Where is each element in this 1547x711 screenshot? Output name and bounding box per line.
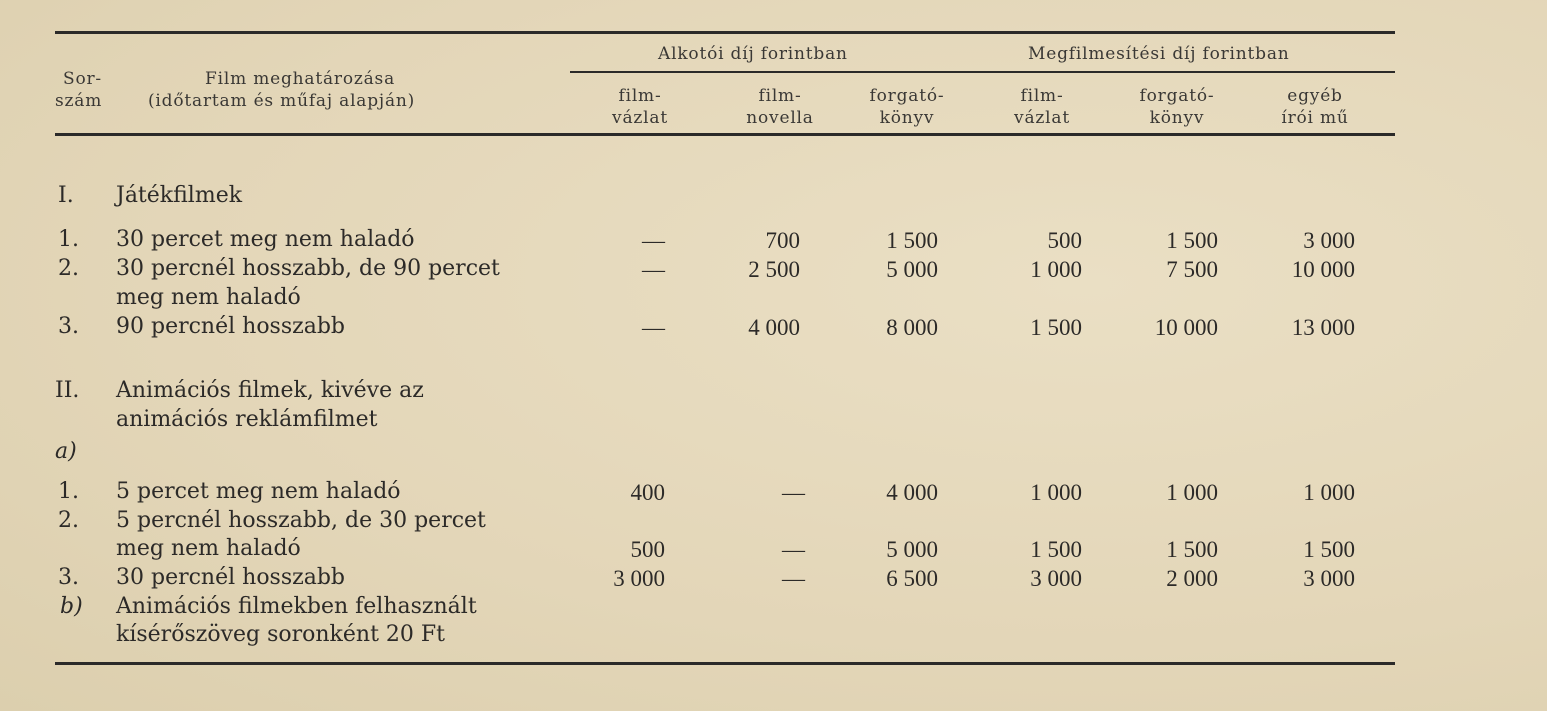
header-col-5-line1: forgató- xyxy=(1139,86,1215,106)
header-bottom-rule xyxy=(55,133,1395,136)
s1-row1-num: 1. xyxy=(58,227,79,252)
header-col-1-line2: vázlat xyxy=(612,108,668,128)
s2-row1-val5: 1 000 xyxy=(1166,480,1218,505)
s1-row3-val1: — xyxy=(642,315,665,340)
header-group-megfilm: Megfilmesítési díj forintban xyxy=(1028,44,1290,64)
s1-row1-val2: 700 xyxy=(765,228,800,253)
s2-row3-num: 3. xyxy=(58,565,79,590)
header-col-4-line2: vázlat xyxy=(1014,108,1070,128)
s2-row2-num: 2. xyxy=(58,508,79,533)
s1-row3-val3: 8 000 xyxy=(886,315,938,340)
s2-row3-desc: 30 percnél hosszabb xyxy=(116,565,346,590)
s2-row2-val5: 1 500 xyxy=(1166,537,1218,562)
s2-row2-desc-2: meg nem haladó xyxy=(116,536,301,561)
s1-row2-val6: 10 000 xyxy=(1291,257,1355,282)
section2-b-text-1: Animációs filmekben felhasznált xyxy=(116,594,477,619)
section1-title: Játékfilmek xyxy=(116,183,243,208)
s1-row3-val2: 4 000 xyxy=(748,315,800,340)
s2-row2-val1: 500 xyxy=(630,537,665,562)
s2-row1-val4: 1 000 xyxy=(1030,480,1082,505)
s2-row2-desc-1: 5 percnél hosszabb, de 30 percet xyxy=(116,508,486,533)
s2-row1-val6: 1 000 xyxy=(1303,480,1355,505)
section2-sub-b: b) xyxy=(60,594,83,619)
header-col-5-line2: könyv xyxy=(1149,108,1205,128)
s1-row2-val1: — xyxy=(642,257,665,282)
s1-row2-desc-1: 30 percnél hosszabb, de 90 percet xyxy=(116,256,500,281)
s2-row2-val2: — xyxy=(782,537,805,562)
s2-row3-val1: 3 000 xyxy=(613,566,665,591)
s2-row3-val5: 2 000 xyxy=(1166,566,1218,591)
section1-num: I. xyxy=(58,183,74,208)
group-rule xyxy=(570,71,1395,73)
s1-row1-desc: 30 percet meg nem haladó xyxy=(116,227,415,252)
bottom-rule xyxy=(55,662,1395,665)
s1-row2-num: 2. xyxy=(58,256,79,281)
top-rule xyxy=(55,31,1395,34)
s1-row3-val4: 1 500 xyxy=(1030,315,1082,340)
s1-row3-desc: 90 percnél hosszabb xyxy=(116,314,346,339)
s2-row2-val3: 5 000 xyxy=(886,537,938,562)
header-col-3-line2: könyv xyxy=(879,108,935,128)
section2-title-1: Animációs filmek, kivéve az xyxy=(116,378,424,403)
header-film-title-1: Film meghatározása xyxy=(205,69,396,89)
s1-row2-val2: 2 500 xyxy=(748,257,800,282)
s2-row1-val2: — xyxy=(782,480,805,505)
s2-row3-val4: 3 000 xyxy=(1030,566,1082,591)
header-col-6-line2: írói mű xyxy=(1281,108,1349,128)
s2-row2-val6: 1 500 xyxy=(1303,537,1355,562)
s2-row1-val3: 4 000 xyxy=(886,480,938,505)
s1-row1-val5: 1 500 xyxy=(1166,228,1218,253)
s1-row3-val6: 13 000 xyxy=(1291,315,1355,340)
s2-row3-val2: — xyxy=(782,566,805,591)
s2-row3-val6: 3 000 xyxy=(1303,566,1355,591)
header-col-2-line2: novella xyxy=(746,108,814,128)
s1-row1-val3: 1 500 xyxy=(886,228,938,253)
section2-num: II. xyxy=(55,378,80,403)
s1-row3-val5: 10 000 xyxy=(1154,315,1218,340)
s1-row2-val3: 5 000 xyxy=(886,257,938,282)
header-col-6-line1: egyéb xyxy=(1287,86,1343,106)
s1-row2-val4: 1 000 xyxy=(1030,257,1082,282)
header-col-2-line1: film- xyxy=(758,86,802,106)
s2-row1-val1: 400 xyxy=(630,480,665,505)
section2-sub-a: a) xyxy=(55,439,77,464)
s1-row2-val5: 7 500 xyxy=(1166,257,1218,282)
s2-row1-desc: 5 percet meg nem haladó xyxy=(116,479,401,504)
s2-row2-val4: 1 500 xyxy=(1030,537,1082,562)
header-sorszam-1: Sor- xyxy=(63,69,102,89)
s1-row3-num: 3. xyxy=(58,314,79,339)
s1-row1-val6: 3 000 xyxy=(1303,228,1355,253)
s1-row1-val4: 500 xyxy=(1047,228,1082,253)
header-col-3-line1: forgató- xyxy=(869,86,945,106)
header-film-title-2: (időtartam és műfaj alapján) xyxy=(148,91,416,111)
header-col-4-line1: film- xyxy=(1020,86,1064,106)
s1-row2-desc-2: meg nem haladó xyxy=(116,285,301,310)
header-col-1-line1: film- xyxy=(618,86,662,106)
header-group-alkotoi: Alkotói díj forintban xyxy=(658,44,848,64)
header-sorszam-2: szám xyxy=(55,91,103,111)
section2-title-2: animációs reklámfilmet xyxy=(116,407,378,432)
section2-b-text-2: kísérőszöveg soronként 20 Ft xyxy=(116,622,446,647)
s2-row3-val3: 6 500 xyxy=(886,566,938,591)
s2-row1-num: 1. xyxy=(58,479,79,504)
s1-row1-val1: — xyxy=(642,228,665,253)
